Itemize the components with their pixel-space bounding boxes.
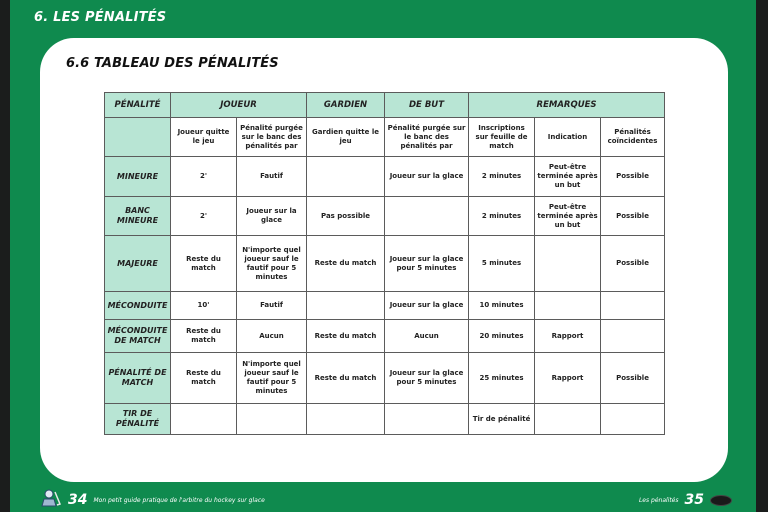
header-penalite: PÉNALITÉ — [105, 93, 171, 118]
guide-page — [10, 0, 756, 512]
section-title: 6.6 TABLEAU DES PÉNALITÉS — [66, 56, 279, 71]
table-cell: Possible — [601, 197, 665, 236]
row-header: PÉNALITÉ DE MATCH — [105, 353, 171, 404]
table-cell: Reste du match — [171, 320, 237, 353]
hockey-player-mascot-icon — [40, 489, 62, 511]
table-row — [105, 197, 665, 236]
header-sub-cell: Pénalité purgée sur le banc des pénalités par — [385, 118, 469, 157]
table-cell — [535, 404, 601, 435]
table-cell: Fautif — [237, 292, 307, 320]
table-cell: Joueur sur la glace pour 5 minutes — [385, 353, 469, 404]
table-cell — [601, 320, 665, 353]
table-cell — [601, 292, 665, 320]
table-cell: Fautif — [237, 157, 307, 197]
table-cell: Reste du match — [171, 236, 237, 292]
chapter-name: Les pénalités — [638, 496, 679, 504]
row-header: MINEURE — [105, 157, 171, 197]
table-cell: N'importe quel joueur sauf le fautif pour 5 minutes — [237, 236, 307, 292]
table-cell: Possible — [601, 157, 665, 197]
header-joueur: JOUEUR — [171, 93, 307, 118]
table-row — [105, 353, 665, 404]
row-header: MAJEURE — [105, 236, 171, 292]
table-cell: Reste du match — [307, 353, 385, 404]
row-header: MÉCONDUITE DE MATCH — [105, 320, 171, 353]
row-header: BANC MINEURE — [105, 197, 171, 236]
header-row-groups — [105, 93, 665, 118]
table-cell: 2 minutes — [469, 197, 535, 236]
chapter-title: 6. LES PÉNALITÉS — [34, 10, 167, 25]
table-cell: Pas possible — [307, 197, 385, 236]
table-row — [105, 404, 665, 435]
table-cell — [307, 157, 385, 197]
table-cell: Rapport — [535, 320, 601, 353]
puck-icon — [710, 495, 732, 506]
right-page-number: 35 — [684, 492, 704, 508]
header-sub-blank — [105, 118, 171, 157]
table-cell: Reste du match — [171, 353, 237, 404]
table-cell — [171, 404, 237, 435]
header-row-sub — [105, 118, 665, 157]
table-cell — [385, 404, 469, 435]
penalty-table — [104, 92, 665, 435]
footer-right — [639, 490, 732, 510]
left-page-number: 34 — [68, 492, 88, 508]
header-sub-cell: Pénalités coïncidentes — [601, 118, 665, 157]
row-header: MÉCONDUITE — [105, 292, 171, 320]
table-row — [105, 320, 665, 353]
table-cell: Joueur sur la glace — [385, 157, 469, 197]
table-cell: 2' — [171, 157, 237, 197]
book-title: Mon petit guide pratique de l'arbitre du hockey sur glace — [93, 496, 265, 504]
table-cell: Tir de pénalité — [469, 404, 535, 435]
header-remarques: REMARQUES — [469, 93, 665, 118]
table-cell: Rapport — [535, 353, 601, 404]
table-cell — [307, 404, 385, 435]
table-cell: Joueur sur la glace pour 5 minutes — [385, 236, 469, 292]
header-sub-cell: Inscriptions sur feuille de match — [469, 118, 535, 157]
header-gardien: GARDIEN — [307, 93, 385, 118]
row-header: TIR DE PÉNALITÉ — [105, 404, 171, 435]
table-row — [105, 292, 665, 320]
table-cell — [601, 404, 665, 435]
table-row — [105, 236, 665, 292]
table-cell — [535, 236, 601, 292]
table-cell: Joueur sur la glace — [237, 197, 307, 236]
table-cell: 10 minutes — [469, 292, 535, 320]
table-cell: 5 minutes — [469, 236, 535, 292]
table-cell: Joueur sur la glace — [385, 292, 469, 320]
header-de-but: DE BUT — [385, 93, 469, 118]
table-row — [105, 157, 665, 197]
table-cell: Aucun — [385, 320, 469, 353]
table-cell: 20 minutes — [469, 320, 535, 353]
table-cell: Reste du match — [307, 236, 385, 292]
header-sub-cell: Indication — [535, 118, 601, 157]
table-cell: 10' — [171, 292, 237, 320]
table-cell: Peut-être terminée après un but — [535, 197, 601, 236]
footer-left — [40, 490, 265, 510]
table-cell: Possible — [601, 353, 665, 404]
table-cell — [535, 292, 601, 320]
header-sub-cell: Pénalité purgée sur le banc des pénalités par — [237, 118, 307, 157]
table-cell: N'importe quel joueur sauf le fautif pour 5 minutes — [237, 353, 307, 404]
content-card — [40, 38, 728, 482]
table-cell: Possible — [601, 236, 665, 292]
header-sub-cell: Joueur quitte le jeu — [171, 118, 237, 157]
table-cell: Peut-être terminée après un but — [535, 157, 601, 197]
table-cell: 2' — [171, 197, 237, 236]
table-cell: 2 minutes — [469, 157, 535, 197]
table-cell — [307, 292, 385, 320]
header-sub-cell: Gardien quitte le jeu — [307, 118, 385, 157]
table-cell: Aucun — [237, 320, 307, 353]
table-cell — [237, 404, 307, 435]
table-cell: 25 minutes — [469, 353, 535, 404]
table-cell — [385, 197, 469, 236]
table-cell: Reste du match — [307, 320, 385, 353]
